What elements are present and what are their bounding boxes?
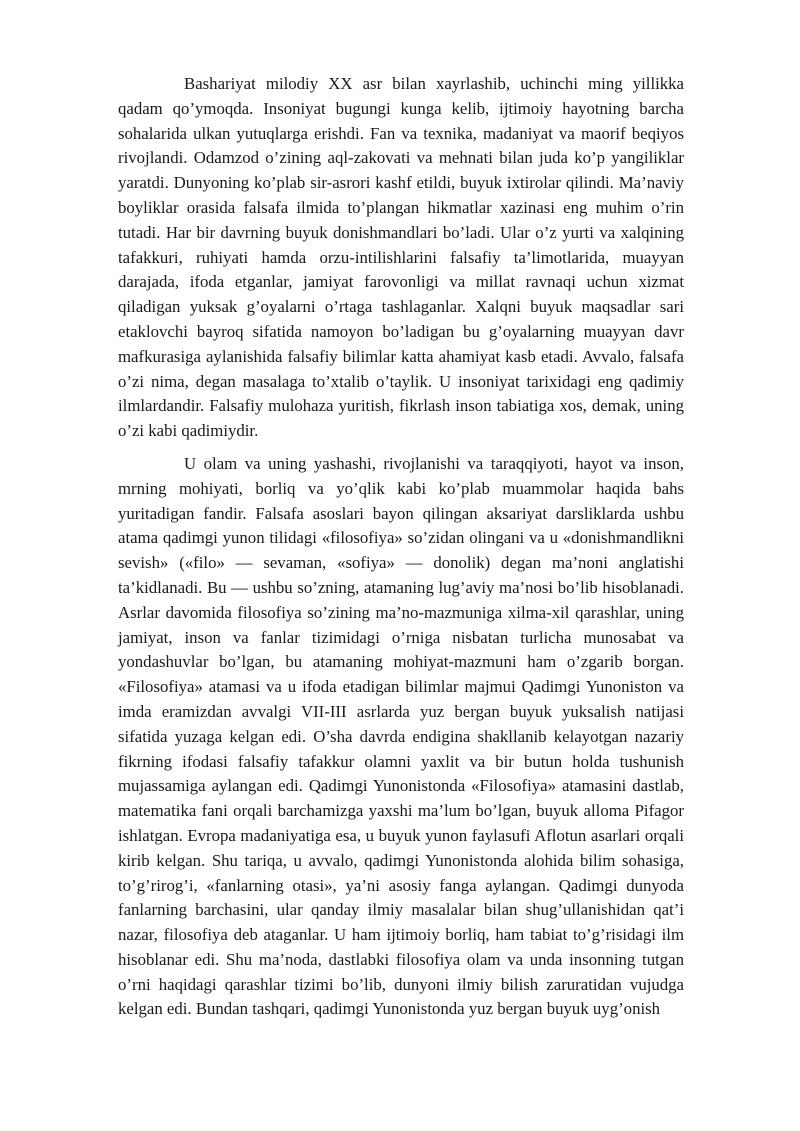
document-body bbox=[118, 72, 684, 1022]
paragraph-2: U olam va uning yashashi, rivojlanishi va taraqqiyoti, hayot va inson, mrning mohiyati, borliq va yo’qlik kabi ko’plab muammolar haqida bahs yuritadigan fandir. Falsafa asoslari bayon qilingan aksariyat darsliklarda ushbu atama qadimgi yunon tilidagi «filosofiya» so’zidan olingani va u «donishmandlikni sevish» («filo» — sevaman, «sofiya» — donolik) degan ma’noni anglatishi ta’kidlanadi. Bu — ushbu so’zning, atamaning lug’aviy ma’nosi bo’lib hisoblanadi. Asrlar davomida filosofiya so’zining ma’no-mazmuniga xilma-xil qarashlar, uning jamiyat, inson va fanlar tizimidagi o’rniga nisbatan turlicha munosabat va yondashuvlar bo’lgan, bu atamaning mohiyat-mazmuni ham o’zgarib borgan. «Filosofiya» atamasi va u ifoda etadigan bilimlar majmui Qadimgi Yunoniston va imda eramizdan avvalgi VII-III asrlarda yuz bergan buyuk yuksalish natijasi sifatida yuzaga kelgan edi. O’sha davrda endigina shakllanib kelayotgan nazariy fikrning ifodasi falsafiy tafakkur olamni yaxlit va bir butun holda tushunish mujassamiga aylangan edi. Qadimgi Yunonistonda «Filosofiya» atamasini dastlab, matematika fani orqali barchamizga yaxshi ma’lum bo’lgan, buyuk alloma Pifagor ishlatgan. Evropa madaniyatiga esa, u buyuk yunon faylasufi Aflotun asarlari orqali kirib kelgan. Shu tariqa, u avvalo, qadimgi Yunonistonda alohida bilim sohasiga, to’g’rirog’i, «fanlarning otasi», ya’ni asosiy fanga aylangan. Qadimgi dunyoda fanlarning barchasini, ular qanday ilmiy masalalar bilan shug’ullanishidan qat’i nazar, filosofiya deb ataganlar. U ham ijtimoiy borliq, ham tabiat to’g’risidagi ilm hisoblanar edi. Shu ma’noda, dastlabki filosofiya olam va unda insonning tutgan o’rni haqidagi qarashlar tizimi bo’lib, dunyoni ilmiy bilish zaruratidan vujudga kelgan edi. Bundan tashqari, qadimgi Yunonistonda yuz bergan buyuk uyg’onish bbox=[118, 453, 684, 1019]
paragraph-1: Bashariyat milodiy XX asr bilan xayrlashib, uchinchi ming yillikka qadam qo’ymoqda. Insoniyat bugungi kunga kelib, ijtimoiy hayotning barcha sohalarida ulkan yutuqlarga erishdi. Fan va texnika, madaniyat va maorif beqiyos rivojlandi. Odamzod o’zining aql-zakovati va mehnati bilan juda ko’p yangiliklar yaratdi. Dunyoning ko’plab sir-asrori kashf etildi, buyuk ixtirolar qilindi. Ma’naviy boyliklar orasida falsafa ilmida to’plangan hikmatlar xazinasi eng muhim o’rin tutadi. Har bir davrning buyuk donishmandlari bo’ladi. Ular o’z yurti va xalqining tafakkuri, ruhiyati hamda orzu-intilishlarini falsafiy ta’limotlarida, muayyan darajada, ifoda etganlar, jamiyat farovonligi va millat ravnaqi uchun xizmat qiladigan yuksak g’oyalarni o’rtaga tashlaganlar. Xalqni buyuk maqsadlar sari etaklovchi bayroq sifatida namoyon bo’ladigan bu g’oyalarning muayyan davr mafkurasiga aylanishida falsafiy bilimlar katta ahamiyat kasb etadi. Avvalo, falsafa o’zi nima, degan masalaga to’xtalib o’taylik. U insoniyat tarixidagi eng qadimiy ilmlardandir. Falsafiy mulohaza yuritish, fikrlash inson tabiatiga xos, demak, uning o’zi kabi qadimiydir. bbox=[118, 74, 684, 441]
